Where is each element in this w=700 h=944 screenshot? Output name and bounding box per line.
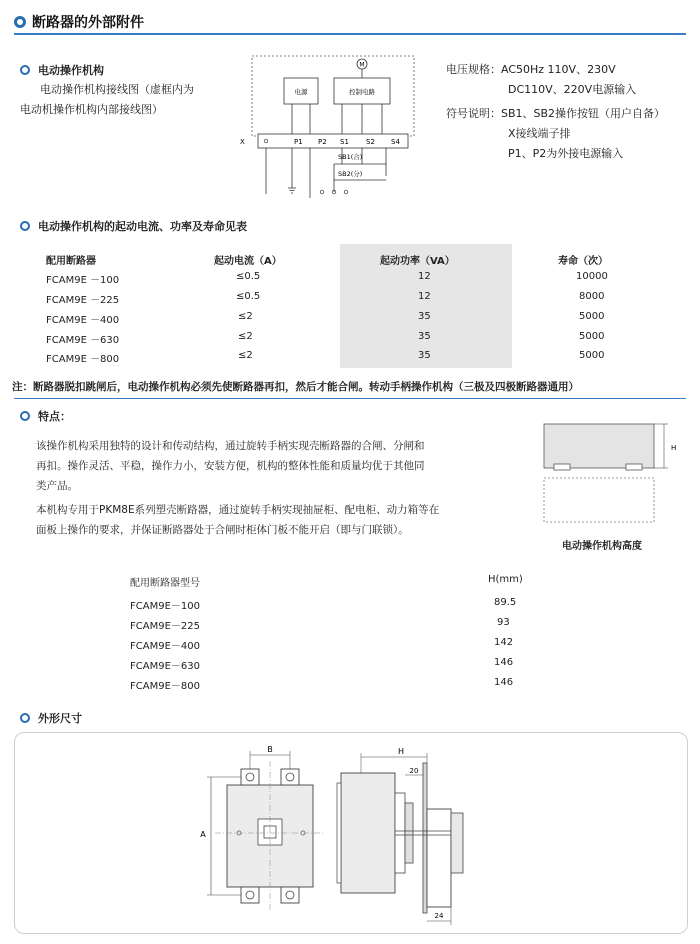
sb1-label: SB1(合) — [338, 153, 363, 161]
page-title: 断路器的外部附件 — [14, 12, 144, 32]
table-cell: FCAM9E －400 — [46, 315, 120, 326]
ring-bullet-icon — [20, 65, 30, 75]
table-cell: 35 — [418, 311, 431, 322]
terminal-x-label: X — [240, 138, 245, 146]
table-cell: 12 — [418, 291, 431, 302]
table-cell: ≤0.5 — [236, 271, 261, 282]
table-cell: FCAM9E－800 — [130, 681, 200, 692]
dimension-a-label: A — [200, 830, 206, 839]
feature-line: 本机构专用于PKM8E系列塑壳断路器，通过旋转手柄实现抽屉柜、配电柜、动力箱等在 — [36, 504, 440, 516]
terminal-s1: S1 — [340, 138, 349, 146]
sb2-label: SB2(分) — [338, 170, 363, 178]
dimension-drawing — [15, 733, 687, 933]
table-cell: FCAM9E －100 — [46, 275, 120, 286]
table-cell: FCAM9E－100 — [130, 601, 200, 612]
table-cell: 146 — [494, 657, 514, 668]
title-underline — [14, 33, 686, 35]
control-box-label: 控制电路 — [349, 88, 375, 96]
col-header-life: 寿命（次） — [558, 256, 608, 267]
section-outline-dimensions: 外形尺寸 — [20, 710, 82, 726]
bullet-icon — [14, 16, 26, 28]
feature-line: 该操作机构采用独特的设计和传动结构，通过旋转手柄实现壳断路器的合闸、分闸和 — [36, 440, 425, 452]
height-figure — [540, 420, 680, 530]
voltage-spec: 电压规格：AC50Hz 110V、230V — [446, 63, 616, 76]
wiring-desc-line-1: 电动操作机构接线图（虚框内为 — [40, 83, 194, 96]
height-col-header-model: 配用断路器型号 — [130, 578, 200, 589]
wiring-diagram — [236, 52, 420, 202]
dimension-24-label: 24 — [434, 912, 444, 920]
feature-line: 面板上操作的要求，并保证断路器处于合闸时柜体门板不能开启（即与门联锁）。 — [36, 524, 409, 536]
height-figure-caption: 电动操作机构高度 — [562, 541, 642, 552]
motor-label: M — [359, 61, 365, 69]
table-cell: 8000 — [579, 291, 605, 302]
symbol-desc-line-2: X接线端子排 — [508, 127, 571, 140]
table-cell: 5000 — [579, 331, 605, 342]
table-cell: 142 — [494, 637, 514, 648]
dimension-frame — [14, 732, 688, 934]
table-cell: 5000 — [579, 311, 605, 322]
voltage-spec-line-2: DC110V、220V电源输入 — [508, 83, 637, 96]
dimension-h-label: H — [397, 747, 405, 756]
dimension-b-label: B — [267, 745, 273, 754]
feature-line: 类产品。 — [36, 480, 78, 492]
power-box-label: 电源 — [294, 88, 308, 96]
table-cell: 35 — [418, 331, 431, 342]
table-cell: 10000 — [576, 271, 608, 282]
symbol-desc-line-3: P1、P2为外接电源输入 — [508, 147, 624, 160]
note-text: 注：断路器脱扣跳闸后，电动操作机构必须先使断路器再扣，然后才能合闸。转动手柄操作机构（三极及四极断路器通用） — [12, 381, 579, 393]
height-col-header-h: H(mm) — [488, 574, 523, 585]
table-cell: ≤2 — [238, 331, 253, 342]
table-cell: FCAM9E －800 — [46, 354, 120, 365]
dimension-20-label: 20 — [409, 767, 419, 775]
col-header-current: 起动电流（A） — [214, 256, 282, 267]
terminal-s2: S2 — [366, 138, 375, 146]
table-cell: 5000 — [579, 350, 605, 361]
height-h-label: H — [671, 444, 677, 452]
section-electric-mechanism: 电动操作机构 — [20, 62, 104, 78]
col-header-breaker: 配用断路器 — [46, 256, 96, 267]
table-cell: ≤0.5 — [236, 291, 261, 302]
table-cell: FCAM9E－630 — [130, 661, 200, 672]
ring-bullet-icon — [20, 221, 30, 231]
wiring-desc-line-2: 电动机操作机构内部接线图） — [20, 103, 163, 116]
table-cell: ≤2 — [238, 311, 253, 322]
table-cell: 93 — [497, 617, 510, 628]
terminal-p2: P2 — [318, 138, 327, 146]
symbol-desc: 符号说明：SB1、SB2操作按钮（用户自备） — [446, 107, 666, 120]
table-cell: 35 — [418, 350, 431, 361]
note-divider — [14, 398, 686, 399]
table-cell: 12 — [418, 271, 431, 282]
terminal-s4: S4 — [391, 138, 400, 146]
table-cell: FCAM9E－400 — [130, 641, 200, 652]
feature-line: 再扣。操作灵活、平稳，操作力小，安装方便，机构的整体性能和质量均优于其他同 — [36, 460, 425, 472]
col-header-power: 起动功率（VA） — [380, 256, 455, 267]
table-cell: 89.5 — [494, 597, 517, 608]
table-cell: FCAM9E －630 — [46, 335, 120, 346]
table-cell: 146 — [494, 677, 514, 688]
ring-bullet-icon — [20, 411, 30, 421]
section-current-power-life: 电动操作机构的起动电流、功率及寿命见表 — [20, 218, 247, 234]
table-cell: FCAM9E－225 — [130, 621, 200, 632]
table-cell: FCAM9E －225 — [46, 295, 120, 306]
section-features: 特点： — [20, 408, 71, 424]
ring-bullet-icon — [20, 713, 30, 723]
table-cell: ≤2 — [238, 350, 253, 361]
terminal-p1: P1 — [294, 138, 303, 146]
